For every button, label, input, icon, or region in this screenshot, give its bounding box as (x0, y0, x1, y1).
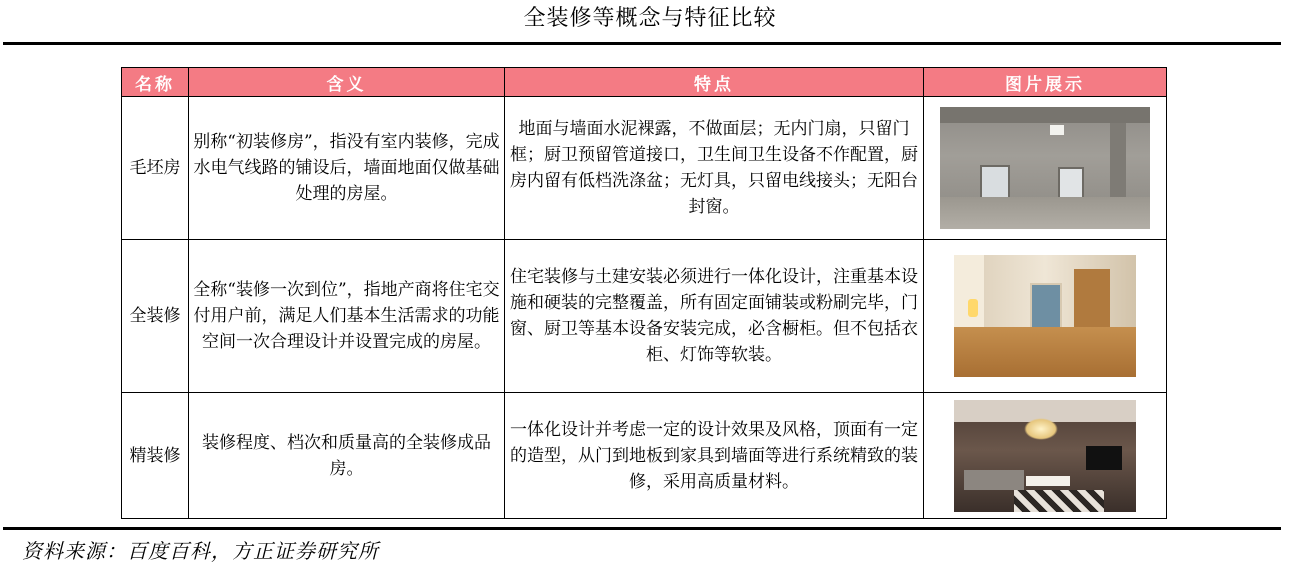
header-image: 图片展示 (924, 68, 1167, 97)
row-meaning: 装修程度、档次和质量高的全装修成品房。 (189, 393, 505, 519)
page-title: 全装修等概念与特征比较 (523, 6, 777, 31)
row-image-cell (924, 393, 1167, 519)
table-row (122, 97, 1167, 240)
row-name: 全装修 (122, 240, 189, 393)
header-name: 名称 (122, 68, 189, 97)
top-divider (3, 42, 1281, 45)
table-header-row (122, 68, 1167, 97)
row-features: 住宅装修与土建安装必须进行一体化设计，注重基本设施和硬装的完整覆盖，所有固定面铺装或粉刷完毕，门窗、厨卫等基本设备安装完成，必含橱柜。但不包括衣柜、灯饰等软装。 (505, 240, 924, 393)
bottom-divider (3, 527, 1281, 530)
row-features: 一体化设计并考虑一定的设计效果及风格，顶面有一定的造型，从门到地板到家具到墙面等进行系统精致的装修，采用高质量材料。 (505, 393, 924, 519)
row-features: 地面与墙面水泥裸露，不做面层；无内门扇，只留门框；厨卫预留管道接口，卫生间卫生设备不作配置，厨房内留有低档洗涤盆；无灯具，只留电线接头；无阳台封窗。 (505, 97, 924, 240)
luxury-living-room-photo (954, 400, 1136, 512)
header-meaning: 含义 (189, 68, 505, 97)
table-row (122, 240, 1167, 393)
source-note: 资料来源：百度百科，方正证券研究所 (22, 539, 379, 563)
row-image-cell (924, 240, 1167, 393)
row-meaning: 别称“初装修房”，指没有室内装修，完成水电气线路的铺设后，墙面地面仅做基础处理的房屋。 (189, 97, 505, 240)
comparison-table (121, 67, 1167, 519)
row-name: 毛坯房 (122, 97, 189, 240)
finished-corridor-photo (954, 255, 1136, 377)
row-meaning: 全称“装修一次到位”，指地产商将住宅交付用户前，满足人们基本生活需求的功能空间一次合理设计并设置完成的房屋。 (189, 240, 505, 393)
header-features: 特点 (505, 68, 924, 97)
table-row (122, 393, 1167, 519)
row-image-cell (924, 97, 1167, 240)
row-name: 精装修 (122, 393, 189, 519)
bare-concrete-interior-photo (940, 107, 1150, 229)
